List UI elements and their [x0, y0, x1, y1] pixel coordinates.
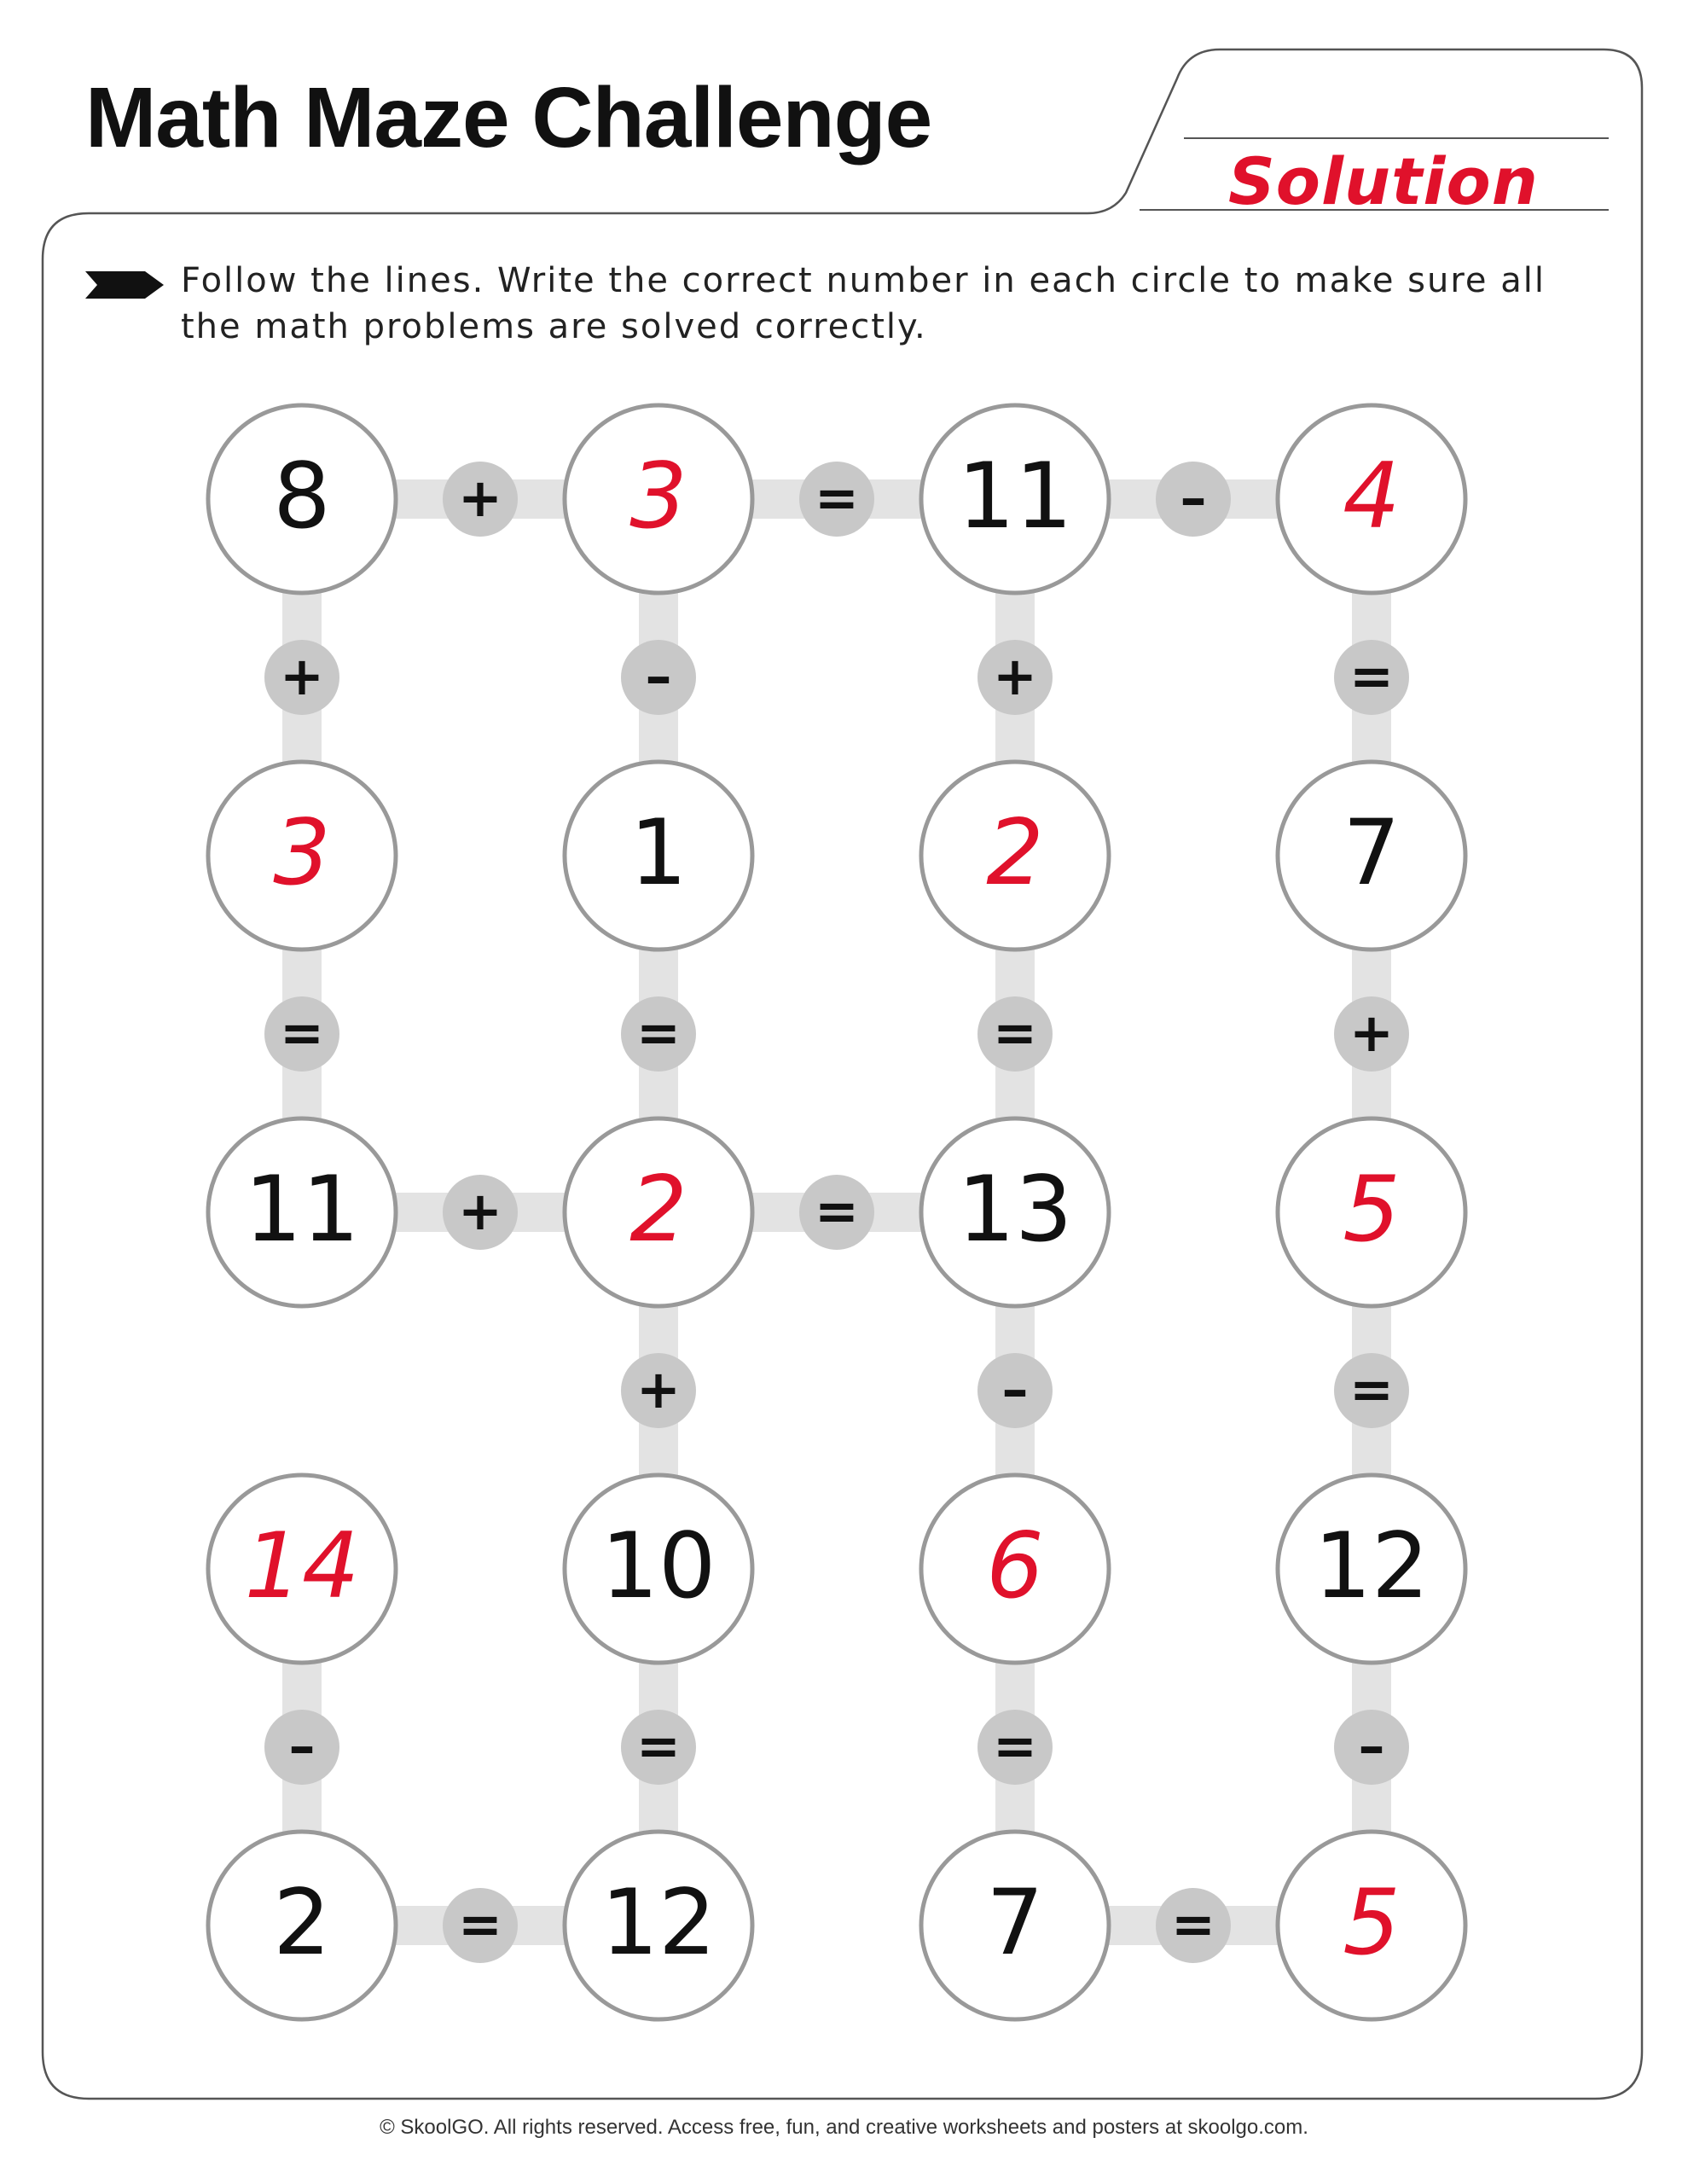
operator-badge: [264, 996, 339, 1072]
given-circle: [921, 1832, 1109, 2019]
given-number: 2: [273, 1869, 331, 1975]
given-number: 11: [957, 443, 1073, 549]
operator-symbol: =: [280, 1002, 324, 1065]
answer-circle[interactable]: [565, 1118, 752, 1306]
given-circle: [921, 1118, 1109, 1306]
operator-badge: [1334, 1353, 1409, 1428]
operator-symbol: +: [993, 645, 1037, 708]
answer-circle[interactable]: [921, 762, 1109, 950]
operator-badge: [443, 1888, 518, 1963]
given-number: 8: [273, 443, 331, 549]
answer-number: 14: [244, 1513, 360, 1618]
given-number: 13: [957, 1156, 1073, 1262]
operator-symbol: =: [1349, 1358, 1394, 1421]
operator-symbol: +: [458, 467, 502, 530]
answer-number: 4: [1343, 443, 1401, 549]
operator-symbol: +: [458, 1180, 502, 1243]
operator-badge: [1334, 996, 1409, 1072]
given-number: 12: [600, 1869, 716, 1975]
operator-symbol: =: [636, 1715, 681, 1778]
operator-badge: [264, 1710, 339, 1785]
answer-number: 6: [986, 1513, 1044, 1618]
operator-badge: [977, 1710, 1053, 1785]
given-number: 10: [600, 1513, 716, 1618]
operator-badge: [1334, 640, 1409, 715]
operator-badge: [621, 640, 696, 715]
operator-symbol: =: [458, 1893, 502, 1956]
operator-symbol: +: [280, 645, 324, 708]
answer-number: 2: [986, 799, 1044, 905]
operator-symbol: –: [645, 645, 672, 708]
operator-badge: [1156, 1888, 1231, 1963]
answer-circle[interactable]: [565, 405, 752, 593]
given-circle: [1278, 762, 1465, 950]
given-number: 1: [629, 799, 687, 905]
page-title: Math Maze Challenge: [85, 70, 932, 166]
operator-badge: [799, 462, 874, 537]
operator-symbol: =: [815, 1180, 859, 1243]
operator-symbol: =: [636, 1002, 681, 1065]
operator-symbol: +: [636, 1358, 681, 1421]
given-circle: [208, 1832, 396, 2019]
answer-number: 2: [629, 1156, 687, 1262]
operator-badge: [621, 1353, 696, 1428]
given-circle: [565, 1475, 752, 1663]
answer-number: 5: [1343, 1156, 1401, 1262]
given-number: 7: [986, 1869, 1044, 1975]
operator-badge: [977, 996, 1053, 1072]
given-circle: [565, 1832, 752, 2019]
answer-circle[interactable]: [921, 1475, 1109, 1663]
operator-symbol: –: [1358, 1715, 1385, 1778]
given-number: 12: [1314, 1513, 1430, 1618]
operator-badge: [443, 462, 518, 537]
answer-number: 5: [1343, 1869, 1401, 1975]
given-circle: [565, 762, 752, 950]
operator-badge: [621, 1710, 696, 1785]
answer-circle[interactable]: [208, 762, 396, 950]
operator-badge: [621, 996, 696, 1072]
operator-badge: [443, 1175, 518, 1250]
footer-copyright: © SkoolGO. All rights reserved. Access free, fun, and creative worksheets and posters at skoolgo.com.: [380, 2116, 1308, 2139]
operator-badge: [799, 1175, 874, 1250]
operator-symbol: =: [993, 1715, 1037, 1778]
given-number: 11: [244, 1156, 360, 1262]
operator-symbol: –: [288, 1715, 316, 1778]
operator-symbol: –: [1001, 1358, 1029, 1421]
answer-number: 3: [273, 799, 331, 905]
operator-symbol: –: [1180, 467, 1207, 530]
operator-badge: [977, 1353, 1053, 1428]
answer-circle[interactable]: [1278, 1118, 1465, 1306]
operator-symbol: +: [1349, 1002, 1394, 1065]
answer-number: 3: [629, 443, 687, 549]
operator-badge: [1156, 462, 1231, 537]
given-circle: [1278, 1475, 1465, 1663]
operator-symbol: =: [1171, 1893, 1215, 1956]
answer-circle[interactable]: [1278, 405, 1465, 593]
answer-circle[interactable]: [208, 1475, 396, 1663]
operator-symbol: =: [993, 1002, 1037, 1065]
operator-symbol: =: [815, 467, 859, 530]
given-circle: [208, 1118, 396, 1306]
given-circle: [921, 405, 1109, 593]
operator-badge: [264, 640, 339, 715]
solution-label: Solution: [1228, 143, 1539, 219]
instructions-text: Follow the lines. Write the correct number in each circle to make sure all the math problems are solved correctly.: [181, 261, 1546, 346]
given-number: 7: [1343, 799, 1401, 905]
operator-badge: [977, 640, 1053, 715]
operator-badge: [1334, 1710, 1409, 1785]
answer-circle[interactable]: [1278, 1832, 1465, 2019]
given-circle: [208, 405, 396, 593]
operator-symbol: =: [1349, 645, 1394, 708]
